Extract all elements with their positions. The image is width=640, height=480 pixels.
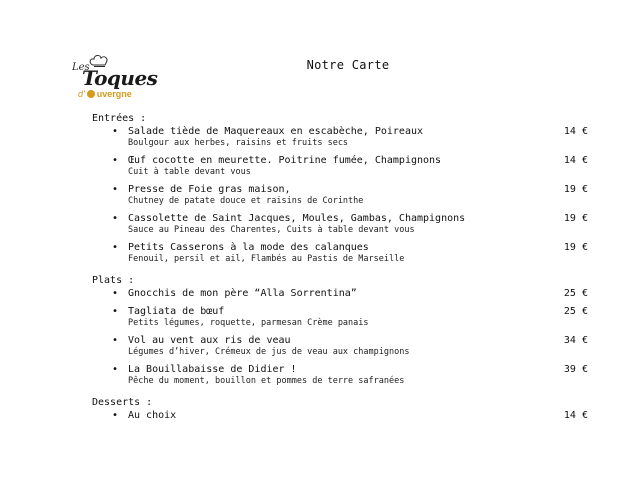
page-title: Notre Carte: [306, 58, 390, 72]
menu-item: [92, 242, 588, 265]
section-title: Plats :: [92, 275, 135, 286]
menu-item: [92, 288, 588, 300]
menu-item-price: 25 €: [563, 288, 588, 299]
logo-d: d': [78, 89, 85, 99]
menu-item-name: Gnocchis de mon père “Alla Sorrentina”: [128, 288, 357, 299]
menu-item-name: La Bouillabaisse de Didier !: [128, 364, 297, 375]
menu-item-price: 19 €: [563, 184, 588, 195]
bullet-icon: •: [112, 335, 119, 346]
menu-item-description: Chutney de patate douce et raisins de Corinthe: [128, 196, 364, 206]
section-items: [92, 126, 588, 265]
menu-item-name: Tagliata de bœuf: [128, 306, 225, 317]
bullet-icon: •: [112, 306, 119, 317]
menu-item-name: Salade tiède de Maquereaux en escabèche, Poireaux: [128, 126, 424, 137]
bullet-icon: •: [112, 410, 119, 421]
menu-item-name: Petits Casserons à la mode des calanques: [128, 242, 369, 253]
bullet-icon: •: [112, 155, 119, 166]
menu-item-price: 19 €: [563, 242, 588, 253]
menu-item: [92, 184, 588, 207]
section-title: Entrées :: [92, 113, 147, 124]
menu-item-description: Pêche du moment, bouillon et pommes de terre safranées: [128, 376, 405, 386]
menu-item: [92, 213, 588, 236]
logo-les: Les: [72, 62, 90, 73]
menu-item-description: Boulgour aux herbes, raisins et fruits secs: [128, 138, 349, 148]
bullet-icon: •: [112, 213, 119, 224]
menu-item-price: 14 €: [563, 410, 588, 421]
bullet-icon: •: [112, 242, 119, 253]
menu-item: [92, 155, 588, 178]
section-items: [92, 288, 588, 387]
logo-auvergne-text: uvergne: [96, 89, 132, 99]
menu-item-description: Légumes d’hiver, Crémeux de jus de veau aux champignons: [128, 347, 410, 357]
auvergne-dot-icon: [87, 90, 95, 98]
menu-item-price: 39 €: [563, 364, 588, 375]
menu-item-price: 14 €: [563, 155, 588, 166]
menu-item-description: Petits légumes, roquette, parmesan Crème panais: [128, 318, 369, 328]
bullet-icon: •: [112, 288, 119, 299]
menu-item-price: 25 €: [563, 306, 588, 317]
logo-auvergne: [78, 89, 132, 99]
section-items: [92, 410, 588, 422]
menu-item-name: Œuf cocotte en meurette. Poitrine fumée, Champignons: [128, 155, 442, 166]
menu-item-price: 14 €: [563, 126, 588, 137]
menu-item-price: 19 €: [563, 213, 588, 224]
menu-item-name: Au choix: [128, 410, 177, 421]
menu-item-description: Cuit à table devant vous: [128, 167, 251, 177]
section-title: Desserts :: [92, 397, 153, 408]
menu-item-name: Presse de Foie gras maison,: [128, 184, 291, 195]
bullet-icon: •: [112, 364, 119, 375]
menu-item-price: 34 €: [563, 335, 588, 346]
bullet-icon: •: [112, 126, 119, 137]
menu-list: [92, 113, 588, 422]
menu-item-name: Cassolette de Saint Jacques, Moules, Gambas, Champignons: [128, 213, 466, 224]
menu-item: [92, 410, 588, 422]
menu-item-description: Fenouil, persil et ail, Flambés au Pastis de Marseille: [128, 254, 405, 264]
menu-item: [92, 364, 588, 387]
logo-toques: Toques: [82, 66, 158, 90]
menu-item-description: Sauce au Pineau des Charentes, Cuits à table devant vous: [128, 225, 415, 235]
menu-item-name: Vol au vent aux ris de veau: [128, 335, 291, 346]
menu-item: [92, 126, 588, 149]
menu-item: [92, 335, 588, 358]
bullet-icon: •: [112, 184, 119, 195]
menu-item: [92, 306, 588, 329]
